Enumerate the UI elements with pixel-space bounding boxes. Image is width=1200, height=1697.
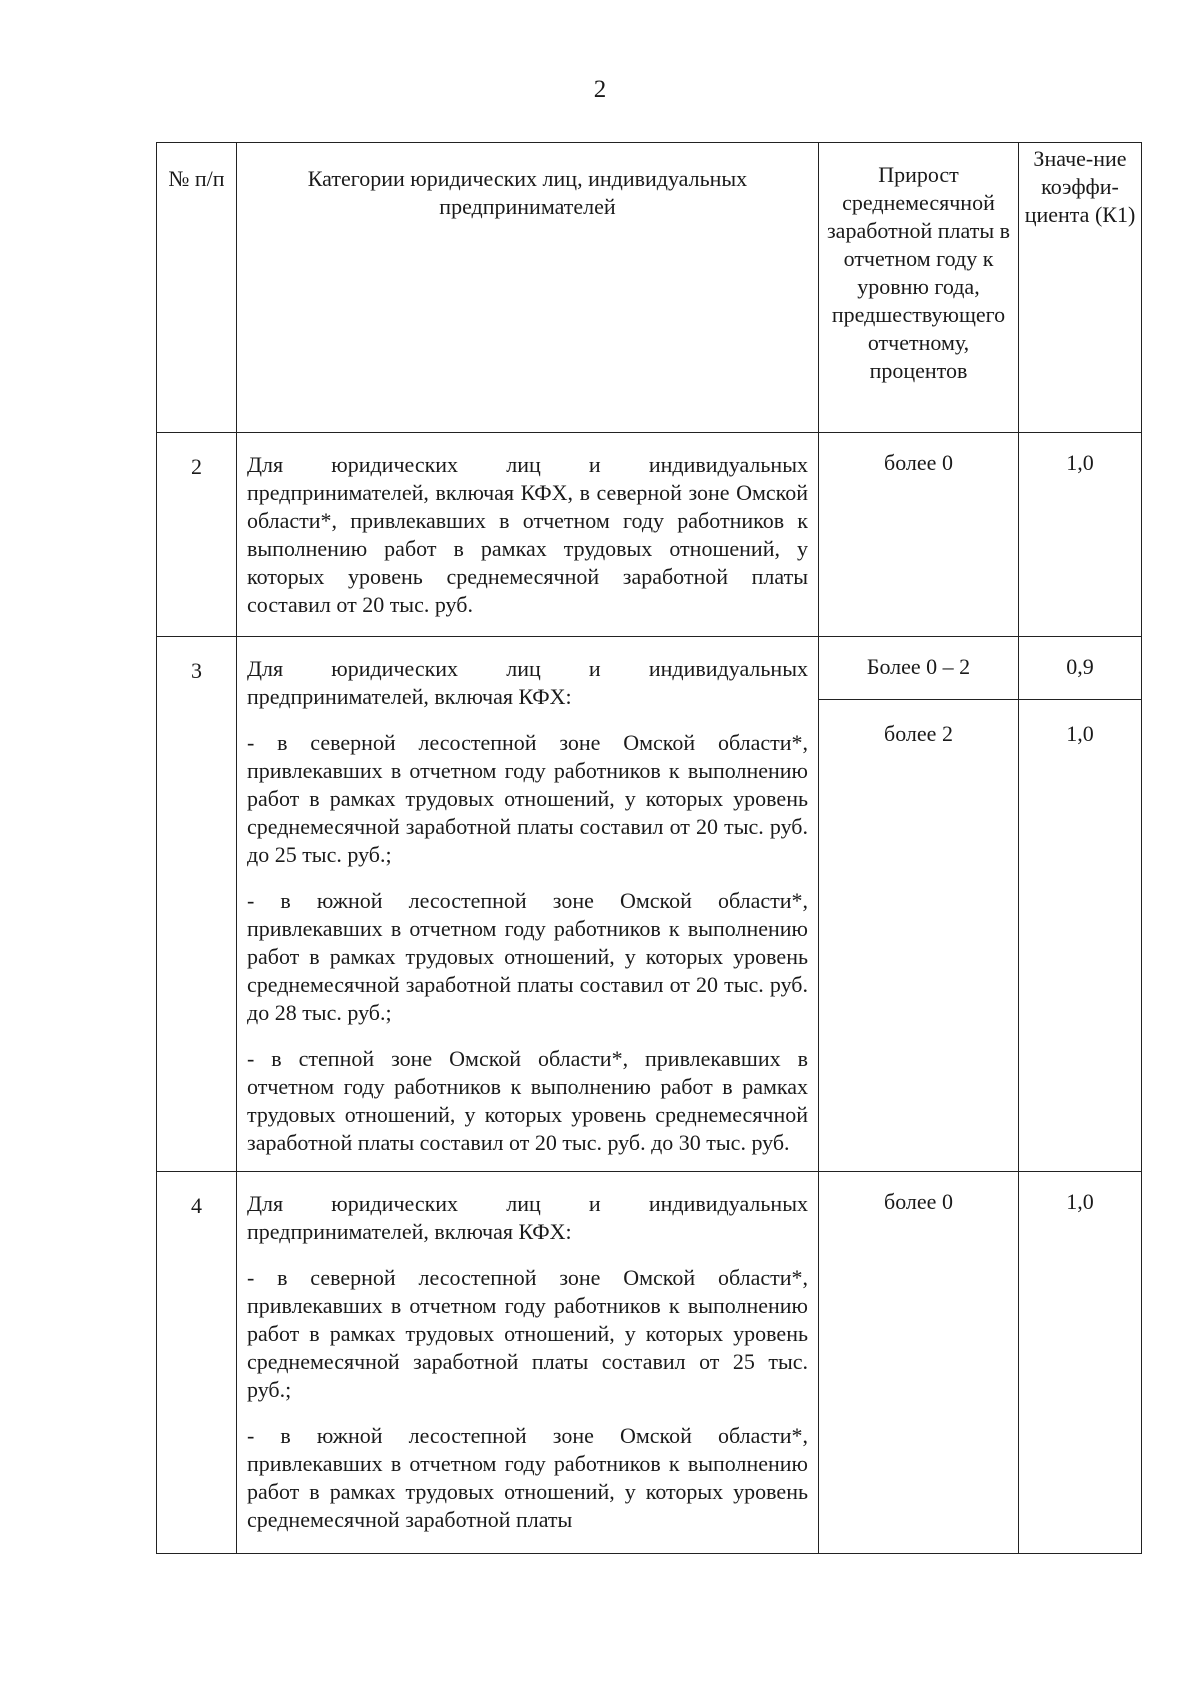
category-paragraph: - в северной лесостепной зоне Омской области*, привлекавших в отчетном году работников к выполнению работ в рамках трудовых отношений, у которых уровень среднемесячной заработной платы составил от 25 тыс. руб.; <box>247 1265 808 1402</box>
category-paragraph: - в степной зоне Омской области*, привлекавших в отчетном году работников к выполнению работ в рамках трудовых отношений, у которых уровень среднемесячной заработной платы составил от 20 тыс. руб. до 30 тыс. руб. <box>247 1046 808 1155</box>
table-header-row <box>157 143 1142 433</box>
row-value: 1,0 <box>1019 700 1142 1172</box>
category-paragraph: - в северной лесостепной зоне Омской области*, привлекавших в отчетном году работников к выполнению работ в рамках трудовых отношений, у которых уровень среднемесячной заработной платы составил от 20 тыс. руб. до 25 тыс. руб.; <box>247 730 808 867</box>
row-increase: более 0 <box>819 1172 1019 1554</box>
header-num: № п/п <box>157 143 237 433</box>
row-category <box>237 637 819 1172</box>
row-value: 1,0 <box>1019 433 1142 637</box>
category-paragraph: - в южной лесостепной зоне Омской области*, привлекавших в отчетном году работников к выполнению работ в рамках трудовых отношений, у которых уровень среднемесячной заработной платы составил от 20 тыс. руб. до 28 тыс. руб.; <box>247 888 808 1025</box>
category-paragraph: Для юридических лиц и индивидуальных предпринимателей, включая КФХ, в северной зоне Омской области*, привлекавших в отчетном году работников к выполнению работ в рамках трудовых отношений, у которых уровень среднемесячной заработной платы составил от 20 тыс. руб. <box>247 452 808 617</box>
coefficient-table <box>156 142 1142 1554</box>
category-paragraph: - в южной лесостепной зоне Омской области*, привлекавших в отчетном году работников к выполнению работ в рамках трудовых отношений, у которых уровень среднемесячной заработной платы <box>247 1423 808 1532</box>
row-increase: Более 0 – 2 <box>819 637 1019 700</box>
page-number: 2 <box>593 76 607 103</box>
row-value: 0,9 <box>1019 637 1142 700</box>
header-increase: Прирост среднемесячной заработной платы в отчетном году к уровню года, предшествующего отчетному, процентов <box>819 143 1019 433</box>
row-increase: более 2 <box>819 700 1019 1172</box>
row-category <box>237 1172 819 1554</box>
table-row <box>157 1172 1142 1554</box>
row-number: 2 <box>157 433 237 637</box>
row-increase: более 0 <box>819 433 1019 637</box>
row-number: 4 <box>157 1172 237 1554</box>
table-row <box>157 637 1142 700</box>
header-category: Категории юридических лиц, индивидуальных предпринимателей <box>237 143 819 433</box>
row-category <box>237 433 819 637</box>
category-paragraph: Для юридических лиц и индивидуальных предпринимателей, включая КФХ: <box>247 1191 808 1244</box>
category-paragraph: Для юридических лиц и индивидуальных предпринимателей, включая КФХ: <box>247 656 808 709</box>
header-value: Значе-ние коэффи-циента (К1) <box>1019 143 1142 433</box>
table-row <box>157 433 1142 637</box>
row-value: 1,0 <box>1019 1172 1142 1554</box>
row-number: 3 <box>157 637 237 1172</box>
